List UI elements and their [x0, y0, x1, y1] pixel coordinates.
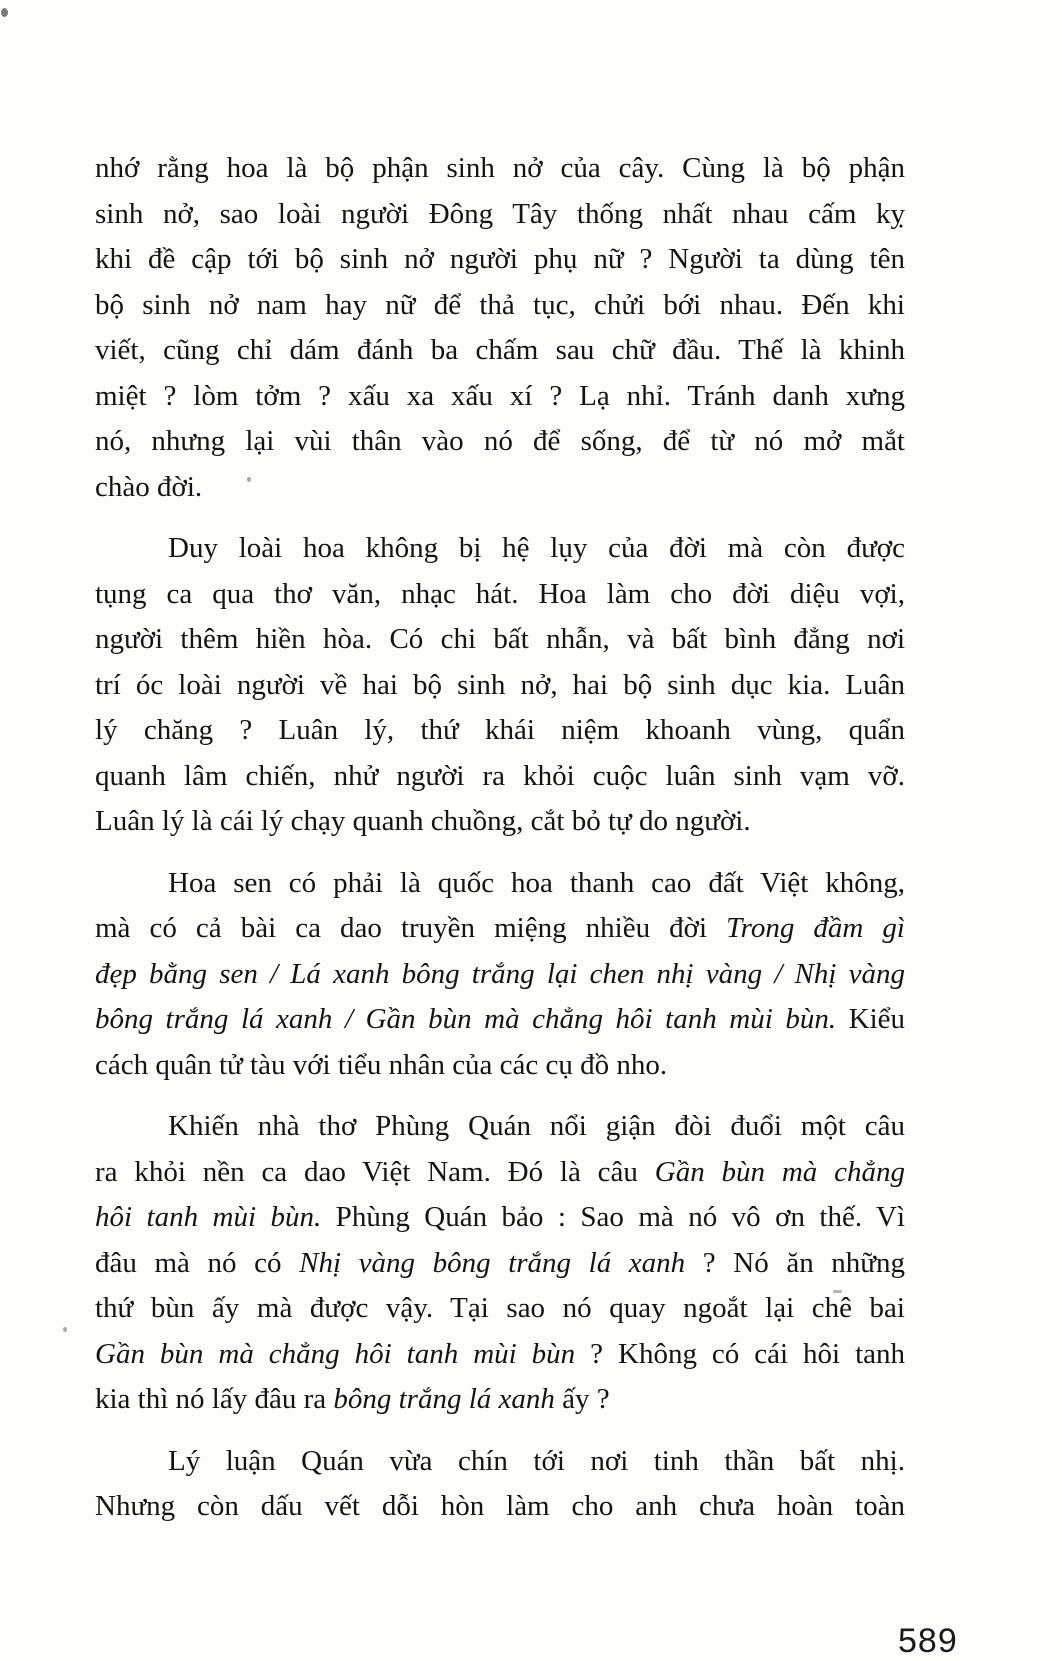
text-line [95, 754, 905, 800]
page-number: 589 [898, 1622, 958, 1660]
italic-text: đẹp bằng sen / Lá xanh bông trắng lại chen nhị vàng / Nhị vàng [95, 957, 905, 990]
italic-text: bông trắng lá xanh [333, 1383, 555, 1415]
italic-text: bông trắng lá xanh / Gần bùn mà chẳng hôi tanh mùi bùn. [95, 1003, 837, 1035]
body-text: sinh nở, sao loài người Đông Tây thống nhất nhau cấm kỵ [95, 197, 905, 230]
body-text: ? Không có cái hôi tanh [575, 1337, 905, 1370]
text-line [95, 1241, 905, 1287]
italic-text: Gần bùn mà chẳng hôi tanh mùi bùn [95, 1337, 576, 1370]
body-text: Khiến nhà thơ Phùng Quán nổi giận đòi đuổi một câu [168, 1110, 905, 1142]
text-line [95, 283, 905, 329]
body-text: nhớ rằng hoa là bộ phận sinh nở của cây. Cùng là bộ phận [95, 152, 905, 184]
body-text: người thêm hiền hòa. Có chi bất nhẫn, và bất bình đẳng nơi [95, 623, 905, 655]
body-text: bộ sinh nở nam hay nữ để thả tục, chửi bới nhau. Đến khi [95, 288, 905, 321]
paragraph [95, 861, 905, 1089]
text-line [95, 1043, 905, 1089]
text-line [95, 419, 905, 465]
body-text: Nhưng còn dấu vết dỗi hòn làm cho anh chưa hoàn toàn [95, 1490, 905, 1522]
scan-speck [1, 8, 8, 17]
text-line [95, 799, 905, 845]
paragraph [95, 146, 905, 510]
text-line [95, 861, 905, 907]
text-line [95, 1439, 905, 1485]
text-block [95, 146, 905, 1530]
italic-text: Trong đầm gì [726, 912, 905, 944]
text-line [95, 952, 905, 998]
body-text: ra khỏi nền ca dao Việt Nam. Đó là câu [95, 1155, 655, 1188]
text-line [95, 237, 905, 283]
text-line [95, 146, 905, 192]
body-text: Luân lý là cái lý chạy quanh chuồng, cắt bỏ tự do người. [95, 805, 751, 837]
body-text: viết, cũng chỉ dám đánh ba chấm sau chữ đầu. Thế là khinh [95, 334, 905, 366]
text-line [95, 708, 905, 754]
body-text: ấy ? [554, 1383, 610, 1415]
text-line [95, 328, 905, 374]
text-line [95, 1195, 905, 1241]
paragraph [95, 526, 905, 845]
body-text: thứ bùn ấy mà được vậy. Tại sao nó quay ngoắt lại chê bai [95, 1292, 905, 1324]
body-text: lý chăng ? Luân lý, thứ khái niệm khoanh vùng, quẩn [95, 714, 905, 746]
body-text: Kiểu [836, 1003, 906, 1035]
text-line [95, 1104, 905, 1150]
italic-text: Nhị vàng bông trắng lá xanh [299, 1246, 686, 1279]
text-line [95, 572, 905, 618]
body-text: tụng ca qua thơ văn, nhạc hát. Hoa làm cho đời diệu vợi, [95, 577, 905, 610]
text-line [95, 617, 905, 663]
text-line [95, 1484, 905, 1530]
text-line [95, 1150, 905, 1196]
text-line [95, 526, 905, 572]
paragraph [95, 1439, 905, 1530]
body-text: chào đời. [95, 470, 203, 503]
italic-text: hôi tanh mùi bùn. [95, 1201, 322, 1233]
body-text: trí óc loài người về hai bộ sinh nở, hai bộ sinh dục kia. Luân [95, 668, 905, 701]
text-line [95, 663, 905, 709]
body-text: ? Nó ăn những [685, 1246, 906, 1279]
body-text: Phùng Quán bảo : Sao mà nó vô ơn thế. Vì [321, 1201, 905, 1233]
italic-text: Gần bùn mà chẳng [654, 1155, 905, 1188]
paragraph [95, 1104, 905, 1423]
body-text: đâu mà nó có [95, 1246, 300, 1279]
body-text: Duy loài hoa không bị hệ lụy của đời mà còn được [168, 532, 905, 564]
body-text: kia thì nó lấy đâu ra [95, 1383, 334, 1415]
body-text: quanh lâm chiến, nhử người ra khỏi cuộc luân sinh vạm vỡ. [95, 759, 905, 792]
text-line [95, 997, 905, 1043]
body-text: miệt ? lòm tởm ? xấu xa xấu xí ? Lạ nhỉ. Tránh danh xưng [95, 379, 905, 412]
text-line [95, 906, 905, 952]
body-text: cách quân tử tàu với tiểu nhân của các cụ đồ nho. [95, 1048, 668, 1081]
text-line [95, 1377, 905, 1423]
body-text: khi đề cập tới bộ sinh nở người phụ nữ ? Người ta dùng tên [95, 243, 905, 275]
body-text: Lý luận Quán vừa chín tới nơi tinh thần bất nhị. [168, 1444, 905, 1477]
body-text: mà có cả bài ca dao truyền miệng nhiều đời [95, 912, 727, 944]
text-line [95, 1286, 905, 1332]
text-line [95, 465, 905, 511]
body-text: nó, nhưng lại vùi thân vào nó để sống, để từ nó mở mắt [95, 425, 905, 457]
text-line [95, 1332, 905, 1378]
text-line [95, 374, 905, 420]
text-line [95, 192, 905, 238]
body-text: Hoa sen có phải là quốc hoa thanh cao đất Việt không, [168, 866, 905, 899]
scan-speck [63, 1327, 67, 1332]
